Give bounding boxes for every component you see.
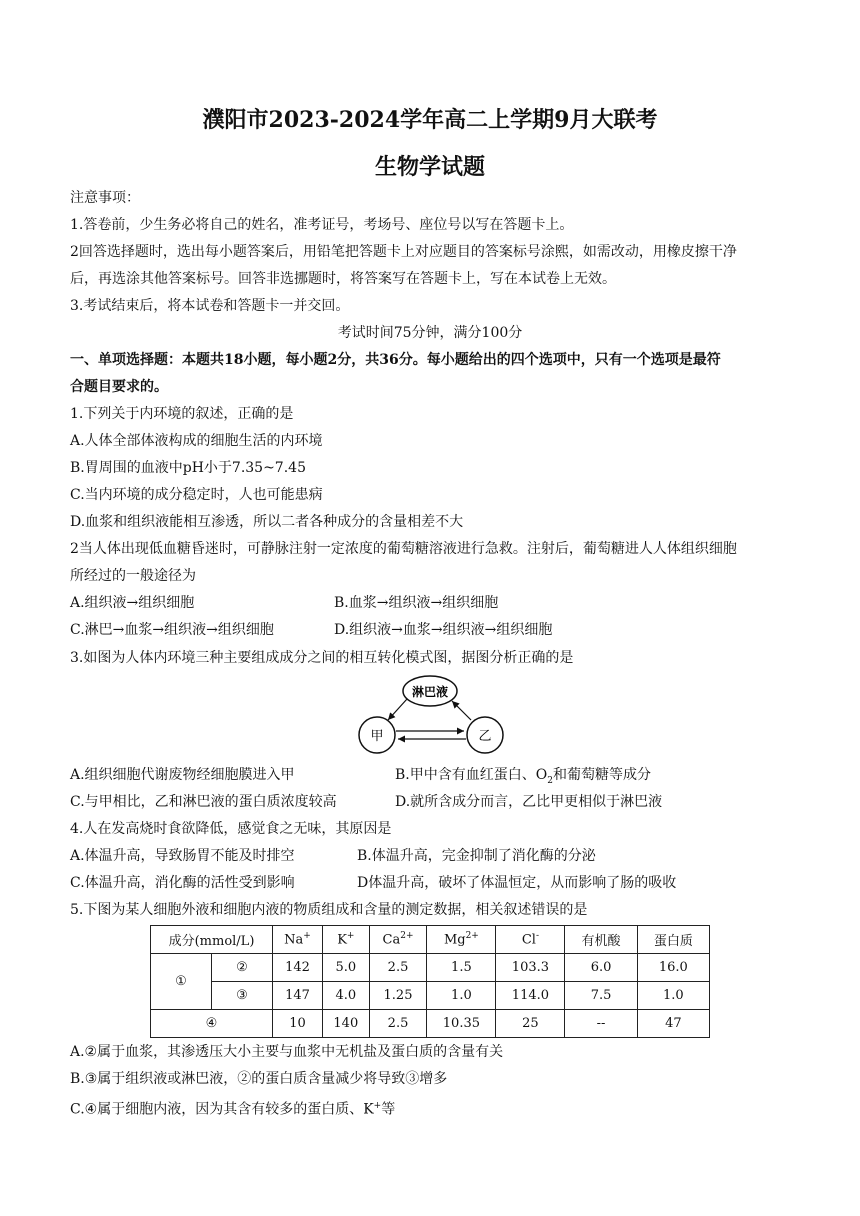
table-cell: 1.25 [369, 982, 427, 1010]
table-cell: 25 [496, 1010, 565, 1038]
question-4-option-c: C.体温升高，消化酶的活性受到影响 [70, 875, 295, 891]
question-5-stem: 5.下图为某人细胞外液和细胞内液的物质组成和含量的测定数据，相关叙述错误的是 [70, 902, 588, 918]
question-3-stem: 3.如图为人体内环境三种主要组成成分之间的相互转化模式图，据图分析正确的是 [70, 650, 574, 666]
table-cell: 10.35 [427, 1010, 496, 1038]
composition-table [150, 925, 710, 1038]
question-1-stem: 1.下列关于内环境的叙述，正确的是 [70, 406, 294, 422]
arrow-yi-to-lymph [452, 701, 471, 720]
table-cell: 2.5 [369, 954, 427, 982]
table-cell: 1.5 [427, 954, 496, 982]
table-cell: 103.3 [496, 954, 565, 982]
question-4-option-a: A.体温升高，导致肠胃不能及时排空 [70, 848, 295, 864]
table-cell: 1.0 [637, 982, 709, 1010]
question-4-stem: 4.人在发高烧时食欲降低，感觉食之无味，其原因是 [70, 821, 392, 837]
table-header-cl: Cl- [496, 926, 565, 954]
arrow-lymph-to-jia [388, 699, 407, 720]
page-subtitle: 生物学试题 [374, 154, 485, 180]
table-cell: 147 [273, 982, 323, 1010]
question-2-option-c: C.淋巴→血浆→组织液→组织细胞 [70, 622, 274, 638]
lymph-label: 淋巴液 [411, 685, 449, 699]
table-row-label: ④ [151, 1010, 273, 1038]
table-header-organic-acid: 有机酸 [565, 926, 637, 954]
question-5-option-c: C.④属于细胞内液，因为其含有较多的蛋白质、K+等 [70, 1101, 396, 1118]
node-jia-label: 甲 [370, 729, 384, 744]
question-2-option-d: D.组织液→血浆→组织液→组织细胞 [334, 622, 553, 638]
table-header-ca: $Ca^{2+}$ [369, 926, 427, 954]
page-title: 濮阳市2023-2024学年高二上学期9月大联考 [202, 107, 658, 133]
table-cell: 2.5 [369, 1010, 427, 1038]
table-cell: -- [565, 1010, 637, 1038]
question-5-option-b: B.③属于组织液或淋巴液，②的蛋白质含量减少将导致③增多 [70, 1071, 448, 1087]
question-1-option-b: B.胃周围的血液中pH小于7.35~7.45 [70, 460, 306, 476]
question-3-option-a: A.组织细胞代谢废物经细胞膜进入甲 [70, 767, 295, 783]
notice-heading: 注意事项： [70, 190, 140, 206]
table-row-label: ③ [212, 982, 273, 1010]
notice-line-2: 2回答选择题时，选出每小题答案后，用铅笔把答题卡上对应题目的答案标号涂熙，如需改动，用橡皮擦干净 [70, 244, 737, 260]
table-header-mg: $Mg^{2+}$ [427, 926, 496, 954]
question-5-option-a: A.②属于血浆，其渗透压大小主要与血浆中无机盐及蛋白质的含量有关 [70, 1044, 504, 1060]
node-yi-label: 乙 [478, 729, 492, 744]
question-1-option-d: D.血浆和组织液能相互渗透，所以二者各种成分的含量相差不大 [70, 514, 464, 530]
table-row-label: ② [212, 954, 273, 982]
question-1-option-a: A.人体全部体液构成的细胞生活的内环境 [70, 433, 323, 449]
section-heading-cont: 合题目要求的。 [70, 379, 168, 395]
question-3-option-d: D.就所含成分而言，乙比甲更相似于淋巴液 [395, 794, 663, 810]
table-cell: 142 [273, 954, 323, 982]
table-cell: 5.0 [323, 954, 370, 982]
question-2-stem-cont: 所经过的一般途径为 [70, 568, 196, 584]
exam-info: 考试时间75分钟，满分100分 [337, 325, 523, 341]
notice-line-3: 后，再选涂其他答案标号。回答非选挪题时，将答案写在答题卡上，写在本试卷上无效。 [70, 271, 616, 287]
question-2-option-a: A.组织液→组织细胞 [70, 595, 195, 611]
question-2-option-b: B.血浆→组织液→组织细胞 [334, 595, 499, 611]
table-group-label: ① [151, 954, 212, 1010]
question-2-stem: 2当人体出现低血糖昏迷时，可静脉注射一定浓度的葡萄糖溶液进行急救。注射后，葡萄糖进人人体组织细胞 [70, 541, 737, 557]
table-header-row [151, 926, 710, 954]
question-1-option-c: C.当内环境的成分稳定时，人也可能患病 [70, 487, 323, 503]
question-3-option-c: C.与甲相比，乙和淋巴液的蛋白质浓度较高 [70, 794, 337, 810]
table-header-k: K+ [323, 926, 370, 954]
table-cell: 16.0 [637, 954, 709, 982]
table-cell: 6.0 [565, 954, 637, 982]
table-cell: 10 [273, 1010, 323, 1038]
table-header-na: Na+ [273, 926, 323, 954]
table-cell: 1.0 [427, 982, 496, 1010]
table-header-label: 成分(mmol/L) [151, 926, 273, 954]
question-4-option-d: D体温升高，破坏了体温恒定，从而影响了肠的吸收 [357, 875, 677, 891]
table-cell: 114.0 [496, 982, 565, 1010]
notice-line-1: 1.答卷前，少生务必将自己的姓名，准考证号，考场号、座位号以写在答题卡上。 [70, 217, 574, 233]
table-cell: 4.0 [323, 982, 370, 1010]
table-row [151, 1010, 710, 1038]
table-row [151, 954, 710, 982]
fluid-conversion-diagram [350, 674, 510, 762]
question-4-option-b: B.体温升高，完金抑制了消化酶的分泌 [357, 848, 596, 864]
table-row [151, 982, 710, 1010]
section-heading: 一、单项选择题：本题共18小题，每小题2分，共36分。每小题给出的四个选项中，只有一个选项是最符 [70, 352, 721, 368]
notice-line-4: 3.考试结束后，将本试卷和答题卡一并交回。 [70, 298, 350, 314]
table-cell: 7.5 [565, 982, 637, 1010]
table-cell: 140 [323, 1010, 370, 1038]
table-cell: 47 [637, 1010, 709, 1038]
question-3-option-b: B.甲中含有血红蛋白、$O_2$和葡萄糖等成分 [395, 767, 651, 786]
table-header-protein: 蛋白质 [637, 926, 709, 954]
